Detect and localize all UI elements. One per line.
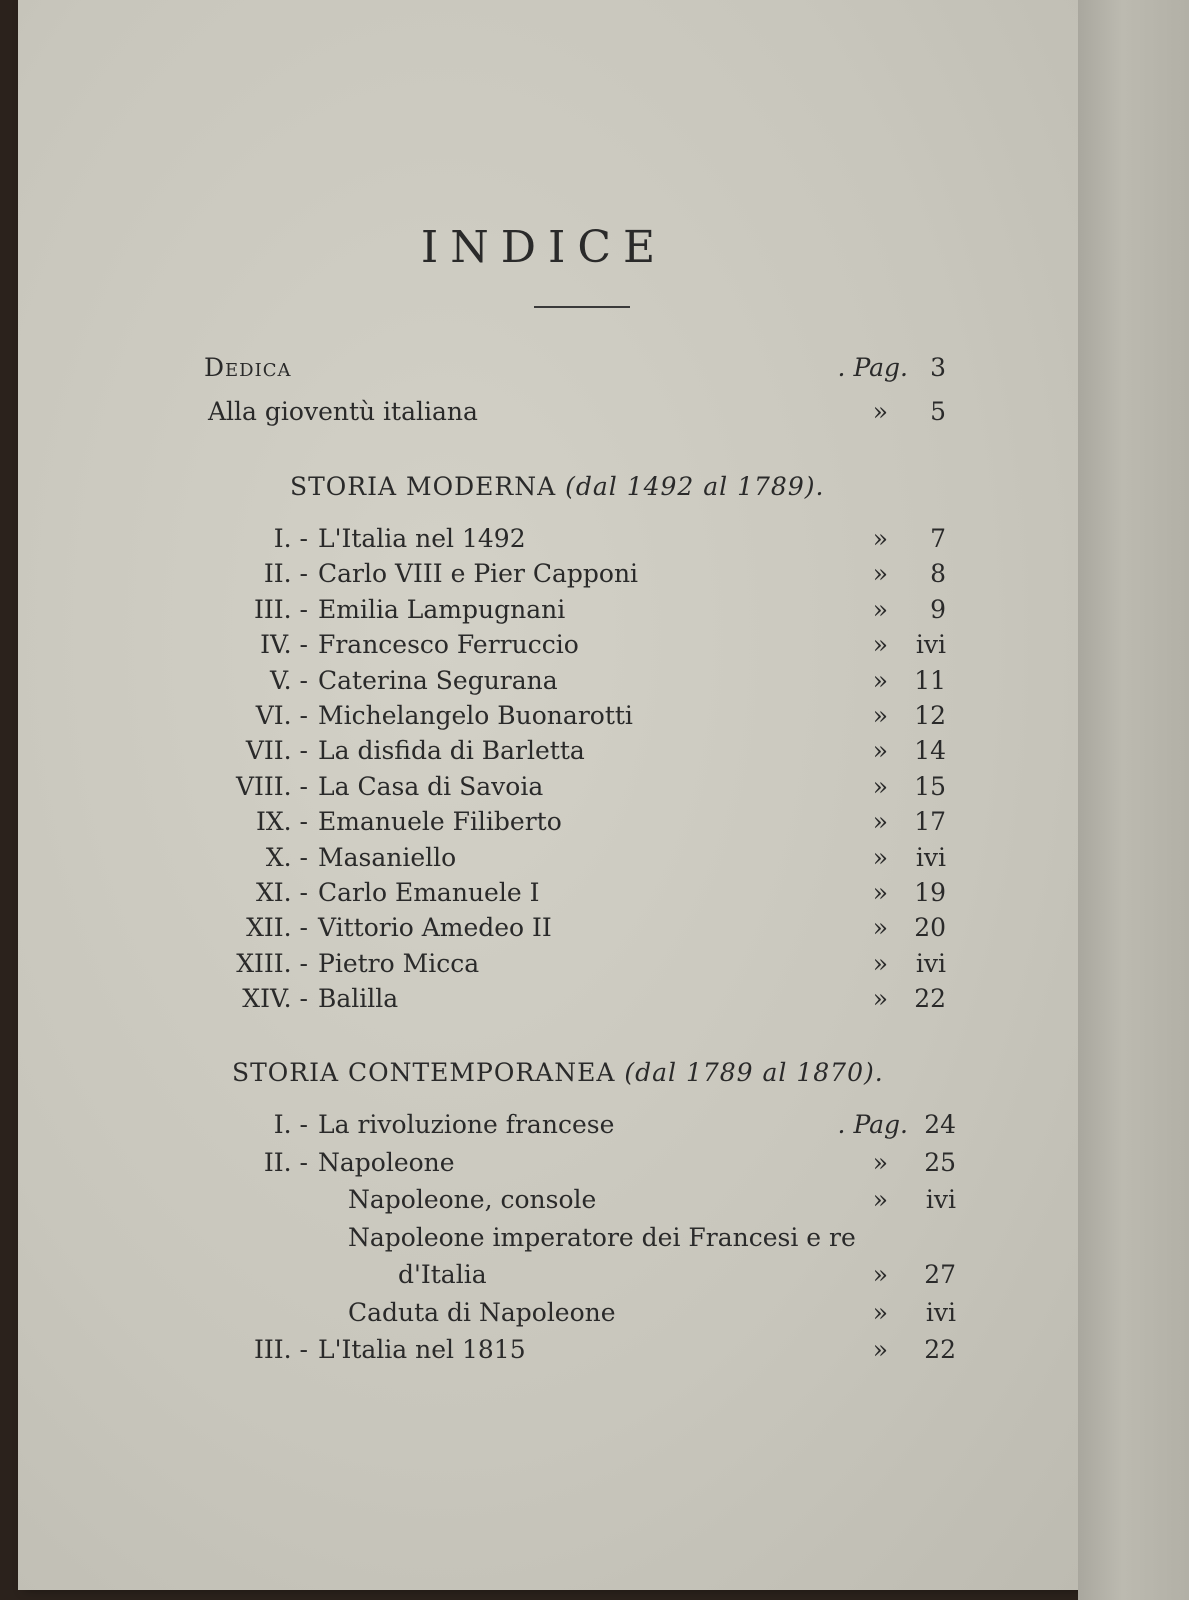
entry-number: XII. - [246, 913, 308, 942]
entry-title: Balilla [318, 984, 399, 1013]
entry-leader-mark: » [872, 1260, 888, 1289]
entry-leader-mark: » [872, 807, 888, 836]
entry-leader-mark: » [872, 772, 888, 801]
entry-page-number: 22 [924, 1335, 956, 1364]
entry-leader-mark: » [872, 843, 888, 872]
entry-page-number: 8 [930, 559, 946, 588]
entry-page-number: 12 [914, 701, 946, 730]
entry-title: Carlo Emanuele I [318, 878, 540, 907]
entry-leader-mark: » [872, 913, 888, 942]
entry-page-number: 22 [914, 984, 946, 1013]
entry-page-number: ivi [915, 630, 946, 659]
entry-title: Emilia Lampugnani [318, 595, 566, 624]
entry-title: Emanuele Filiberto [318, 807, 562, 836]
entry-title: Napoleone imperatore dei Francesi e re [348, 1223, 856, 1252]
entry-title: Vittorio Amedeo II [318, 913, 552, 942]
title-divider [534, 306, 630, 308]
entry-number: XIV. - [242, 984, 308, 1013]
entry-title: Francesco Ferruccio [318, 630, 579, 659]
entry-page-number: 25 [924, 1148, 956, 1177]
entry-number: V. - [269, 666, 308, 695]
entry-page-number: 20 [914, 913, 946, 942]
entry-number: I. - [273, 1110, 308, 1139]
section-title: STORIA CONTEMPORANEA [232, 1058, 616, 1087]
entry-leader-mark: » [872, 984, 888, 1013]
entry-title: Caduta di Napoleone [348, 1298, 616, 1327]
entry-title: Alla gioventù italiana [208, 397, 478, 426]
entry-page-number: 17 [914, 807, 946, 836]
entry-leader-mark: » [872, 878, 888, 907]
entry-leader-mark: » [872, 397, 888, 426]
entry-title: Masaniello [318, 843, 457, 872]
entry-number: II. - [263, 1148, 308, 1177]
entry-leader-mark: » [872, 524, 888, 553]
page-title: INDICE [420, 222, 668, 273]
book-page [18, 0, 1078, 1590]
entry-title: Carlo VIII e Pier Capponi [318, 559, 639, 588]
section-heading [290, 472, 824, 501]
entry-leader-mark: » [872, 630, 888, 659]
entry-title: L'Italia nel 1492 [318, 524, 526, 553]
entry-page-number: ivi [915, 843, 946, 872]
entry-page-number: 9 [930, 595, 946, 624]
section-heading [232, 1058, 884, 1087]
entry-leader-mark: » [872, 1185, 888, 1214]
entry-title: d'Italia [398, 1260, 487, 1289]
section-date-range: (dal 1789 al 1870). [615, 1058, 884, 1087]
entry-page-number: 27 [924, 1260, 956, 1289]
entry-number: II. - [263, 559, 308, 588]
entry-number: IV. - [260, 630, 308, 659]
entry-page-number: 24 [924, 1110, 956, 1139]
entry-title: L'Italia nel 1815 [318, 1335, 526, 1364]
entry-number: IX. - [255, 807, 308, 836]
entry-leader-mark: » [872, 595, 888, 624]
entry-page-number: ivi [915, 949, 946, 978]
entry-page-number: 19 [914, 878, 946, 907]
entry-title: Dedica [204, 353, 292, 382]
entry-title: Napoleone [318, 1148, 455, 1177]
facing-page-edge [1078, 0, 1189, 1600]
entry-page-number: 5 [930, 397, 946, 426]
section-date-range: (dal 1492 al 1789). [556, 472, 825, 501]
entry-number: VIII. - [235, 772, 308, 801]
entry-leader-mark: » [872, 949, 888, 978]
entry-number: XIII. - [236, 949, 308, 978]
entry-leader-mark: » [872, 666, 888, 695]
entry-leader-mark: » [872, 701, 888, 730]
entry-number: VI. - [255, 701, 308, 730]
entry-number: I. - [273, 524, 308, 553]
entry-number: XI. - [255, 878, 308, 907]
entry-title: Napoleone, console [348, 1185, 597, 1214]
entry-leader-mark: . Pag. [837, 353, 908, 382]
entry-page-number: 14 [914, 736, 946, 765]
entry-title: Michelangelo Buonarotti [318, 701, 633, 730]
entry-title: La Casa di Savoia [318, 772, 544, 801]
entry-number: VII. - [245, 736, 308, 765]
entry-leader-mark: » [872, 1298, 888, 1327]
entry-title: La disfida di Barletta [318, 736, 585, 765]
section-title: STORIA MODERNA [290, 472, 557, 501]
entry-page-number: 7 [930, 524, 946, 553]
entry-title: Pietro Micca [318, 949, 480, 978]
entry-title: La rivoluzione francese [318, 1110, 615, 1139]
entry-title: Caterina Segurana [318, 666, 558, 695]
entry-page-number: 3 [930, 353, 946, 382]
entry-page-number: ivi [925, 1185, 956, 1214]
entry-number: X. - [265, 843, 308, 872]
entry-leader-mark: » [872, 736, 888, 765]
entry-leader-mark: » [872, 559, 888, 588]
entry-number: III. - [254, 1335, 308, 1364]
entry-leader-mark: » [872, 1148, 888, 1177]
entry-leader-mark: . Pag. [837, 1110, 908, 1139]
entry-page-number: 11 [914, 666, 946, 695]
entry-leader-mark: » [872, 1335, 888, 1364]
entry-page-number: 15 [914, 772, 946, 801]
entry-page-number: ivi [925, 1298, 956, 1327]
entry-number: III. - [254, 595, 308, 624]
